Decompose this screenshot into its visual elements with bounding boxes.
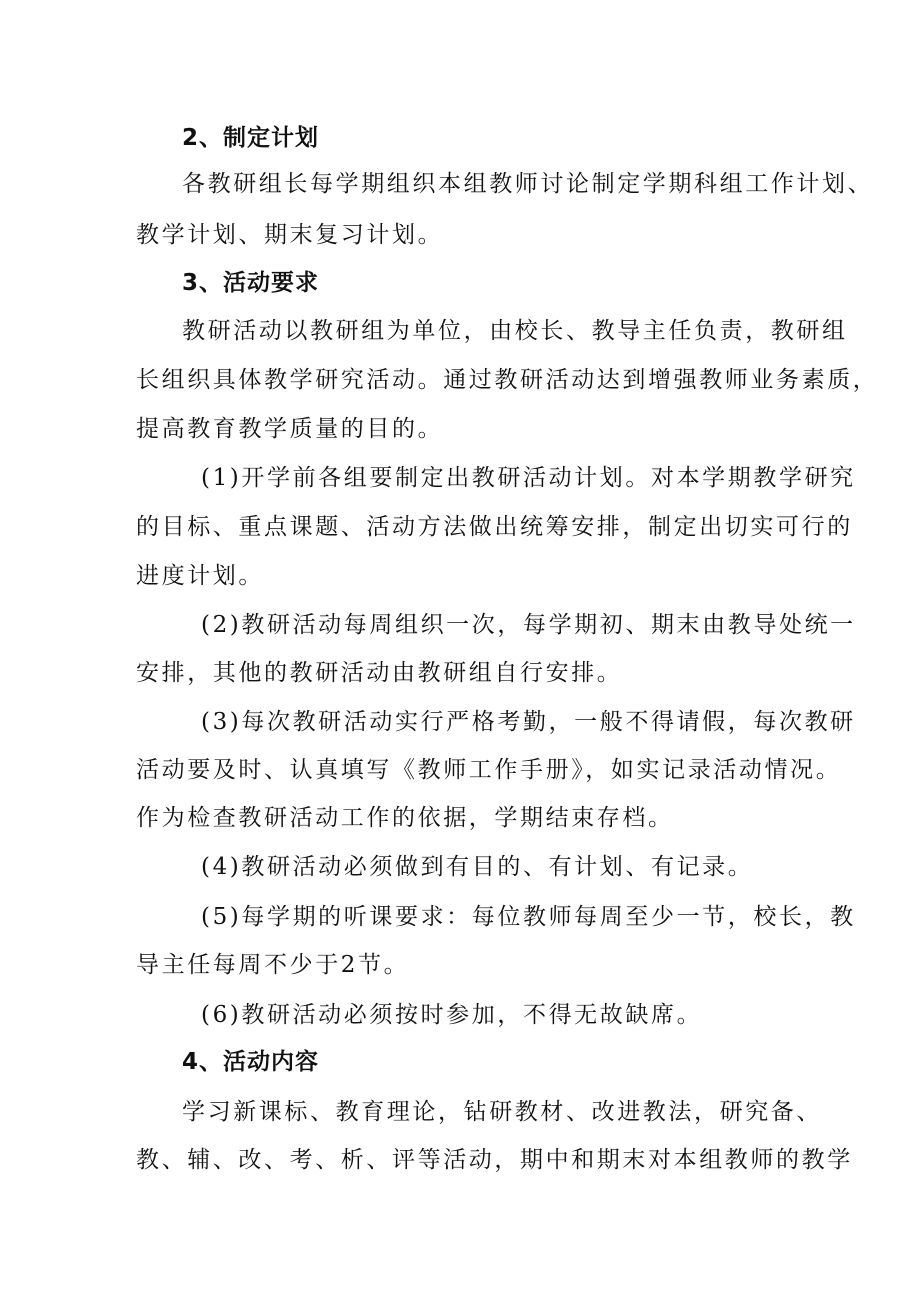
requirement-item-4-line: (4)教研活动必须做到有目的、有计划、有记录。 — [201, 854, 754, 880]
section-4-heading: 4、活动内容 — [182, 1049, 320, 1075]
requirement-item-2-line: (2)教研活动每周组织一次，每学期初、期末由教导处统一 — [201, 612, 856, 638]
requirement-item-3-line: 作为检查教研活动工作的依据，学期结束存档。 — [136, 805, 674, 831]
section-2-paragraph-line: 教学计划、期末复习计划。 — [136, 222, 444, 248]
section-3-heading: 3、活动要求 — [182, 270, 320, 296]
requirement-item-6-line: (6)教研活动必须按时参加，不得无故缺席。 — [201, 1002, 703, 1028]
requirement-item-5-line: (5)每学期的听课要求：每位教师每周至少一节，校长，教 — [201, 904, 856, 930]
section-4-paragraph-line: 教、辅、改、考、析、评等活动，期中和期末对本组教师的教学 — [136, 1147, 853, 1173]
requirement-item-3-line: (3)每次教研活动实行严格考勤，一般不得请假，每次教研 — [201, 709, 856, 735]
requirement-item-1-line: (1)开学前各组要制定出教研活动计划。对本学期教学研究 — [201, 465, 856, 491]
requirement-item-5-line: 导主任每周不少于2节。 — [136, 952, 410, 978]
requirement-item-3-line: 活动要及时、认真填写《教师工作手册》，如实记录活动情况。 — [136, 757, 842, 783]
section-4-paragraph-line: 学习新课标、教育理论，钻研教材、改进教法，研究备、 — [182, 1099, 822, 1125]
section-2-paragraph-line: 各教研组长每学期组织本组教师讨论制定学期科组工作计划、 — [182, 171, 874, 197]
requirement-item-1-line: 进度计划。 — [136, 563, 264, 589]
requirement-item-1-line: 的目标、重点课题、活动方法做出统筹安排，制定出切实可行的 — [136, 514, 853, 540]
requirement-item-2-line: 安排，其他的教研活动由教研组自行安排。 — [136, 660, 623, 686]
section-3-intro-line: 提高教育教学质量的目的。 — [136, 416, 444, 442]
section-3-intro-line: 教研活动以教研组为单位，由校长、教导主任负责，教研组 — [182, 318, 848, 344]
section-2-heading: 2、制定计划 — [182, 125, 320, 151]
section-3-intro-line: 长组织具体教学研究活动。通过教研活动达到增强教师业务素质， — [136, 367, 879, 393]
